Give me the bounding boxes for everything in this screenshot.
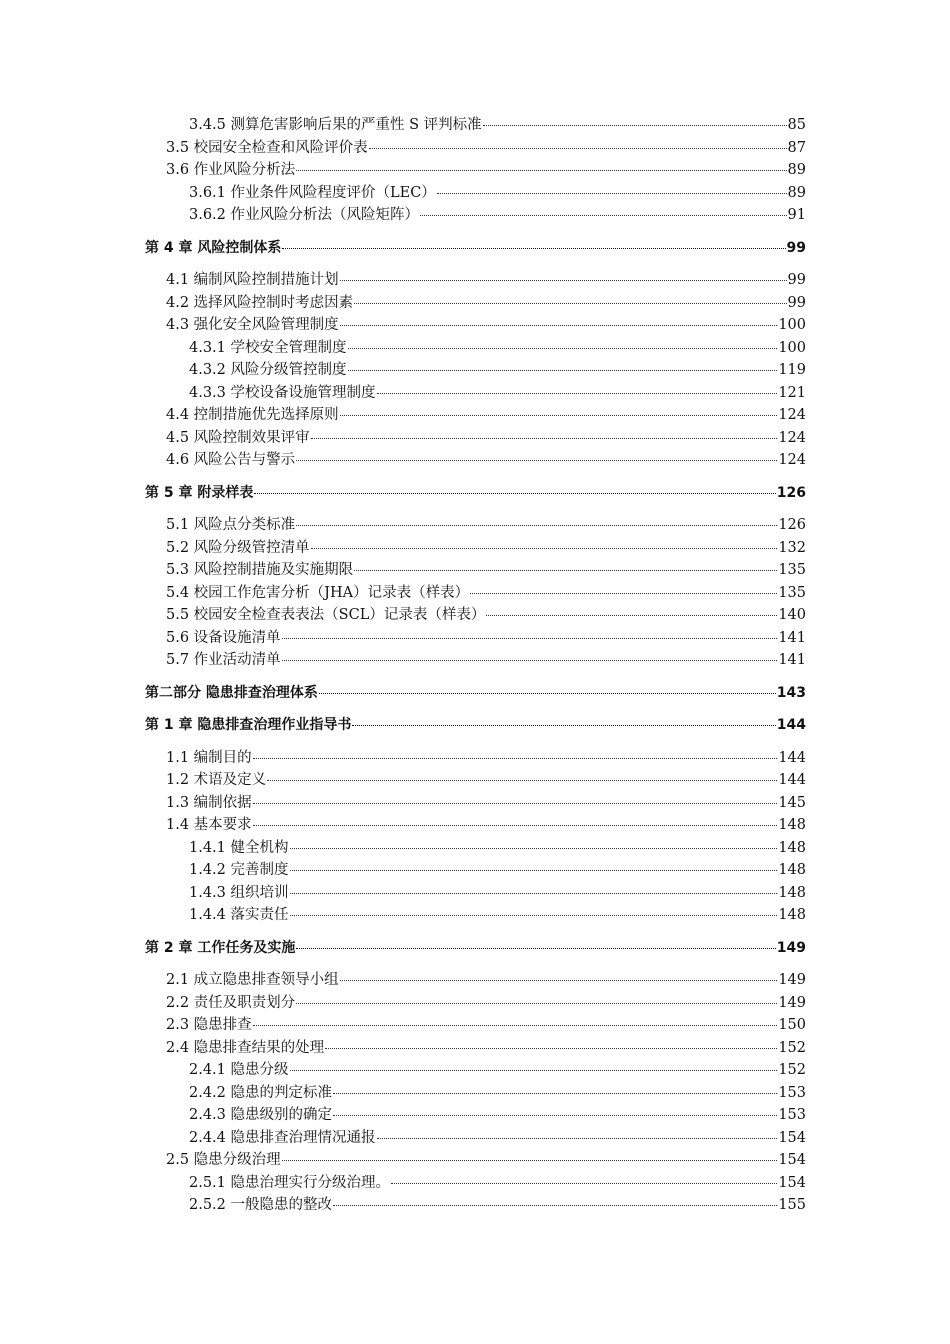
toc-entry-page-number: 148: [778, 884, 806, 901]
toc-entry-page-number: 126: [776, 484, 806, 501]
toc-entry-label: 1.2 术语及定义: [166, 772, 267, 788]
toc-entry-label: 2.4.1 隐患分级: [189, 1062, 289, 1078]
toc-entry[interactable]: [166, 814, 806, 837]
toc-entry-label: 5.7 作业活动清单: [166, 652, 281, 668]
toc-entry[interactable]: [189, 837, 806, 860]
toc-entry-label: 4.3.3 学校设备设施管理制度: [189, 384, 376, 401]
toc-entry-label: 4.3.2 风险分级管控制度: [189, 362, 347, 378]
toc-entry[interactable]: [166, 769, 806, 792]
dot-leader: [348, 369, 778, 371]
toc-entry-label: 4.5 风险控制效果评审: [166, 429, 310, 446]
dot-leader: [290, 892, 778, 894]
dot-leader: [420, 214, 787, 216]
toc-entry-page-number: 99: [787, 272, 806, 288]
toc-entry-page-number: 149: [778, 972, 806, 988]
toc-entry[interactable]: [166, 627, 806, 650]
toc-entry[interactable]: [166, 1037, 806, 1060]
toc-entry-page-number: 140: [778, 607, 806, 623]
toc-entry-page-number: 143: [776, 684, 806, 701]
toc-entry-label: 5.3 风险控制措施及实施期限: [166, 562, 354, 578]
toc-entry-label: 2.4 隐患排查结果的处理: [166, 1039, 325, 1056]
dot-leader: [340, 279, 787, 281]
toc-entry-label: 2.4.4 隐患排查治理情况通报: [189, 1129, 376, 1146]
dot-leader: [333, 1114, 777, 1116]
dot-leader: [333, 1092, 777, 1094]
toc-entry[interactable]: [166, 404, 806, 427]
toc-entry-label: 2.2 责任及职责划分: [166, 994, 296, 1011]
dot-leader: [340, 979, 778, 981]
toc-entry-page-number: 91: [787, 207, 806, 223]
toc-entry[interactable]: [166, 649, 806, 672]
dot-leader: [282, 659, 778, 661]
toc-entry-label: 第 1 章 隐患排查治理作业指导书: [145, 717, 352, 733]
toc-entry-label: 1.4.3 组织培训: [189, 884, 289, 901]
toc-entry[interactable]: [166, 427, 806, 450]
toc-entry[interactable]: [166, 449, 806, 472]
dot-leader: [282, 637, 778, 639]
toc-entry[interactable]: [145, 714, 806, 737]
toc-entry-label: 1.1 编制目的: [166, 749, 252, 766]
toc-entry-label: 5.2 风险分级管控清单: [166, 539, 310, 556]
dot-leader: [377, 1137, 778, 1139]
toc-entry[interactable]: [166, 137, 806, 160]
toc-entry[interactable]: [189, 904, 806, 927]
toc-entry-label: 第 4 章 风险控制体系: [145, 239, 282, 256]
toc-entry-page-number: 149: [778, 994, 806, 1011]
dot-leader: [296, 1002, 777, 1004]
toc-entry-page-number: 155: [778, 1197, 806, 1213]
toc-entry-page-number: 124: [778, 407, 806, 423]
toc-entry[interactable]: [189, 882, 806, 905]
toc-entry-page-number: 153: [778, 1084, 806, 1101]
toc-entry-label: 4.3 强化安全风险管理制度: [166, 317, 339, 333]
toc-entry-label: 1.4.1 健全机构: [189, 839, 289, 856]
toc-entry-label: 4.1 编制风险控制措施计划: [166, 272, 339, 288]
dot-leader: [340, 414, 778, 416]
toc-entry-label: 5.1 风险点分类标准: [166, 517, 296, 533]
dot-leader: [253, 757, 778, 759]
toc-entry-label: 1.4.2 完善制度: [189, 862, 289, 878]
toc-entry-label: 3.6 作业风险分析法: [166, 162, 296, 178]
dot-leader: [369, 147, 787, 149]
toc-entry-page-number: 154: [778, 1174, 806, 1191]
toc-entry[interactable]: [166, 314, 806, 337]
toc-entry-page-number: 121: [778, 384, 806, 401]
dot-leader: [483, 124, 787, 126]
dot-leader: [325, 1047, 777, 1049]
toc-entry-page-number: 132: [778, 539, 806, 556]
dot-leader: [391, 1182, 777, 1184]
toc-entry-page-number: 141: [778, 652, 806, 668]
toc-entry[interactable]: [166, 992, 806, 1015]
dot-leader: [253, 1024, 778, 1026]
toc-entry[interactable]: [166, 1149, 806, 1172]
dot-leader: [333, 1204, 777, 1206]
toc-entry-label: 2.5.1 隐患治理实行分级治理。: [189, 1174, 391, 1191]
toc-entry-page-number: 89: [787, 184, 806, 201]
dot-leader: [296, 459, 777, 461]
toc-entry-label: 2.1 成立隐患排查领导小组: [166, 972, 339, 988]
toc-entry[interactable]: [189, 859, 806, 882]
toc-entry-page-number: 89: [787, 162, 806, 178]
toc-entry-page-number: 99: [786, 239, 806, 256]
toc-entry-label: 1.4.4 落实责任: [189, 907, 289, 923]
toc-entry-label: 3.4.5 测算危害影响后果的严重性 S 评判标准: [189, 117, 482, 133]
toc-entry-page-number: 152: [778, 1062, 806, 1078]
toc-entry[interactable]: [189, 182, 806, 205]
toc-entry-label: 5.5 校园安全检查表表法（SCL）记录表（样表）: [166, 607, 486, 623]
toc-entry[interactable]: [189, 1127, 806, 1150]
toc-entry[interactable]: [189, 114, 806, 137]
toc-entry-label: 2.5.2 一般隐患的整改: [189, 1197, 333, 1213]
toc-entry[interactable]: [145, 937, 806, 960]
dot-leader: [377, 392, 778, 394]
dot-leader: [290, 914, 778, 916]
toc-entry[interactable]: [189, 1059, 806, 1082]
dot-leader: [253, 824, 778, 826]
toc-entry-page-number: 150: [778, 1017, 806, 1033]
toc-entry[interactable]: [189, 1194, 806, 1217]
dot-leader: [290, 847, 778, 849]
toc-entry[interactable]: [189, 337, 806, 360]
dot-leader: [282, 1159, 778, 1161]
dot-leader: [296, 524, 777, 526]
toc-entry[interactable]: [166, 514, 806, 537]
dot-leader: [296, 169, 786, 171]
toc-entry-page-number: 100: [778, 317, 806, 333]
dot-leader: [348, 347, 778, 349]
toc-entry[interactable]: [189, 359, 806, 382]
toc-entry-page-number: 144: [776, 717, 806, 733]
dot-leader: [319, 692, 776, 694]
table-of-contents: [0, 114, 950, 1217]
toc-entry[interactable]: [166, 269, 806, 292]
toc-entry-label: 2.5 隐患分级治理: [166, 1152, 281, 1168]
dot-leader: [311, 437, 778, 439]
toc-entry-page-number: 154: [778, 1152, 806, 1168]
toc-entry-page-number: 99: [787, 294, 806, 311]
toc-entry[interactable]: [166, 969, 806, 992]
toc-entry-page-number: 144: [778, 772, 806, 788]
toc-entry-label: 第 5 章 附录样表: [145, 484, 254, 501]
dot-leader: [352, 724, 775, 726]
toc-entry-page-number: 152: [778, 1039, 806, 1056]
dot-leader: [470, 592, 777, 594]
toc-entry-label: 5.6 设备设施清单: [166, 629, 281, 646]
dot-leader: [486, 614, 777, 616]
toc-entry[interactable]: [166, 604, 806, 627]
toc-entry[interactable]: [166, 159, 806, 182]
toc-entry-label: 1.4 基本要求: [166, 817, 252, 833]
toc-entry-page-number: 149: [776, 939, 806, 956]
toc-entry[interactable]: [166, 582, 806, 605]
toc-entry-page-number: 126: [778, 517, 806, 533]
toc-entry[interactable]: [166, 747, 806, 770]
toc-entry-label: 2.4.2 隐患的判定标准: [189, 1084, 333, 1101]
dot-leader: [254, 492, 775, 494]
toc-entry-label: 2.4.3 隐患级别的确定: [189, 1107, 333, 1123]
toc-entry[interactable]: [189, 1104, 806, 1127]
toc-entry-page-number: 144: [778, 749, 806, 766]
toc-entry-label: 4.6 风险公告与警示: [166, 452, 296, 468]
toc-entry-page-number: 148: [778, 907, 806, 923]
toc-entry[interactable]: [145, 482, 806, 505]
dot-leader: [296, 947, 775, 949]
toc-entry[interactable]: [189, 382, 806, 405]
toc-entry-page-number: 124: [778, 429, 806, 446]
toc-entry-page-number: 154: [778, 1129, 806, 1146]
dot-leader: [253, 802, 778, 804]
toc-entry-page-number: 148: [778, 862, 806, 878]
toc-entry-page-number: 145: [778, 794, 806, 811]
dot-leader: [267, 779, 777, 781]
dot-leader: [290, 1069, 778, 1071]
toc-entry[interactable]: [166, 1014, 806, 1037]
dot-leader: [354, 302, 786, 304]
toc-entry-label: 3.5 校园安全检查和风险评价表: [166, 139, 368, 156]
toc-entry-label: 4.2 选择风险控制时考虑因素: [166, 294, 354, 311]
toc-entry-page-number: 148: [778, 817, 806, 833]
toc-entry[interactable]: [166, 537, 806, 560]
dot-leader: [311, 547, 778, 549]
toc-entry-page-number: 141: [778, 629, 806, 646]
toc-entry-label: 3.6.1 作业条件风险程度评价（LEC）: [189, 184, 436, 201]
toc-entry-label: 5.4 校园工作危害分析（JHA）记录表（样表）: [166, 584, 470, 601]
dot-leader: [437, 192, 787, 194]
toc-entry[interactable]: [189, 204, 806, 227]
toc-entry-page-number: 153: [778, 1107, 806, 1123]
dot-leader: [340, 324, 778, 326]
toc-entry-page-number: 87: [787, 139, 806, 156]
toc-entry-label: 4.4 控制措施优先选择原则: [166, 407, 339, 423]
toc-entry-page-number: 148: [778, 839, 806, 856]
dot-leader: [354, 569, 777, 571]
toc-entry-label: 第 2 章 工作任务及实施: [145, 939, 296, 956]
dot-leader: [290, 869, 778, 871]
toc-entry[interactable]: [145, 682, 806, 705]
toc-entry-label: 第二部分 隐患排查治理体系: [145, 684, 318, 701]
toc-entry[interactable]: [145, 237, 806, 260]
toc-entry-label: 1.3 编制依据: [166, 794, 252, 811]
toc-entry[interactable]: [166, 559, 806, 582]
toc-entry-page-number: 135: [778, 562, 806, 578]
toc-entry-label: 2.3 隐患排查: [166, 1017, 252, 1033]
toc-entry[interactable]: [166, 292, 806, 315]
dot-leader: [282, 247, 785, 249]
toc-entry-label: 3.6.2 作业风险分析法（风险矩阵）: [189, 207, 420, 223]
toc-entry-page-number: 124: [778, 452, 806, 468]
toc-entry[interactable]: [189, 1172, 806, 1195]
toc-entry[interactable]: [166, 792, 806, 815]
toc-entry-page-number: 85: [787, 117, 806, 133]
toc-entry-page-number: 100: [778, 339, 806, 356]
toc-entry[interactable]: [189, 1082, 806, 1105]
toc-entry-page-number: 119: [778, 362, 806, 378]
toc-entry-label: 4.3.1 学校安全管理制度: [189, 339, 347, 356]
toc-entry-page-number: 135: [778, 584, 806, 601]
